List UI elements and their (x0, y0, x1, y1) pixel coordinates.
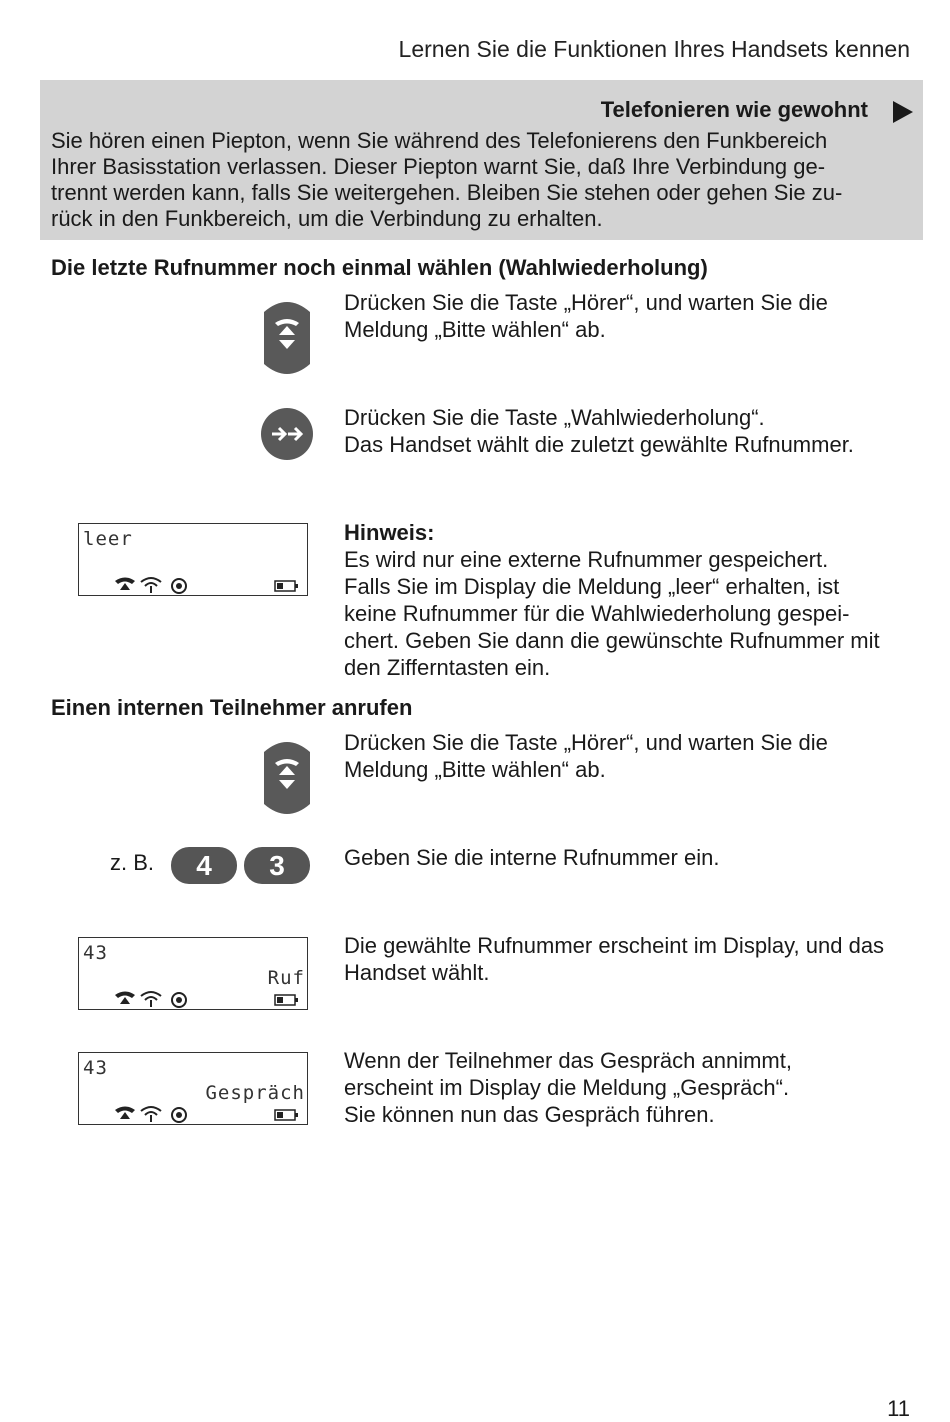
info-box (40, 80, 923, 240)
info-box-text: Sie hören einen Piepton, wenn Sie während des Telefonierens den Funkbereich Ihrer Basisstation verlassen. Dieser Piepton warnt Sie, daß Ihre Verbindung ge- trennt werden kann, falls Sie weitergehen. Bleiben Sie stehen oder gehen Sie zu- rück in den Funkbereich, um die Verbindung zu erhalten. (51, 128, 843, 231)
digit-key-4: 4 (171, 847, 237, 884)
section-heading-redial: Die letzte Rufnummer noch einmal wählen (Wahlwiederholung) (51, 255, 708, 280)
display-status-text: Gespräch (205, 1082, 305, 1104)
display-number: 43 (83, 1057, 108, 1079)
step-press-handset-key-internal: Drücken Sie die Taste „Hörer“, und warten Sie die Meldung „Bitte wählen“ ab. (344, 730, 828, 782)
redial-key-icon (260, 407, 314, 461)
step-enter-internal-number: Geben Sie die interne Rufnummer ein. (344, 845, 720, 870)
note-text: Es wird nur eine externe Rufnummer gespeichert. Falls Sie im Display die Meldung „leer“ erhalten, ist keine Rufnummer für die Wahlwiederholung gespei- chert. Geben Sie dann die gewünschte Rufnummer mit den Zifferntasten ein. (344, 547, 880, 680)
step-number-shown: Die gewählte Rufnummer erscheint im Display, und das Handset wählt. (344, 933, 885, 985)
display-text: leer (83, 528, 133, 550)
info-box-title: Telefonieren wie gewohnt (600, 97, 868, 122)
display-status-icons (115, 988, 305, 1008)
display-status-icons (115, 1103, 305, 1123)
digit-key-3: 3 (244, 847, 310, 884)
page-number: 11 (887, 1396, 910, 1421)
handset-key-icon (260, 734, 314, 822)
continue-arrow-icon (893, 101, 913, 123)
display-ruf (78, 937, 308, 1010)
running-header: Lernen Sie die Funktionen Ihres Handsets kennen (398, 36, 910, 62)
display-gespraech (78, 1052, 308, 1125)
note-title: Hinweis: (344, 520, 435, 545)
step-press-redial-key: Drücken Sie die Taste „Wahlwiederholung“. Das Handset wählt die zuletzt gewählte Rufnummer. (344, 405, 854, 457)
display-status-text: Ruf (267, 967, 305, 989)
note (344, 492, 924, 708)
step-press-handset-key: Drücken Sie die Taste „Hörer“, und warten Sie die Meldung „Bitte wählen“ ab. (344, 290, 828, 342)
display-number: 43 (83, 942, 108, 964)
step-call-answered: Wenn der Teilnehmer das Gespräch annimmt, erscheint im Display die Meldung „Gespräch“. Sie können nun das Gespräch führen. (344, 1048, 792, 1127)
section-heading-internal-call: Einen internen Teilnehmer anrufen (51, 695, 413, 720)
display-leer (78, 523, 308, 596)
example-label: z. B. (110, 850, 155, 875)
display-status-icons (115, 574, 305, 594)
handset-key-icon (260, 294, 314, 382)
